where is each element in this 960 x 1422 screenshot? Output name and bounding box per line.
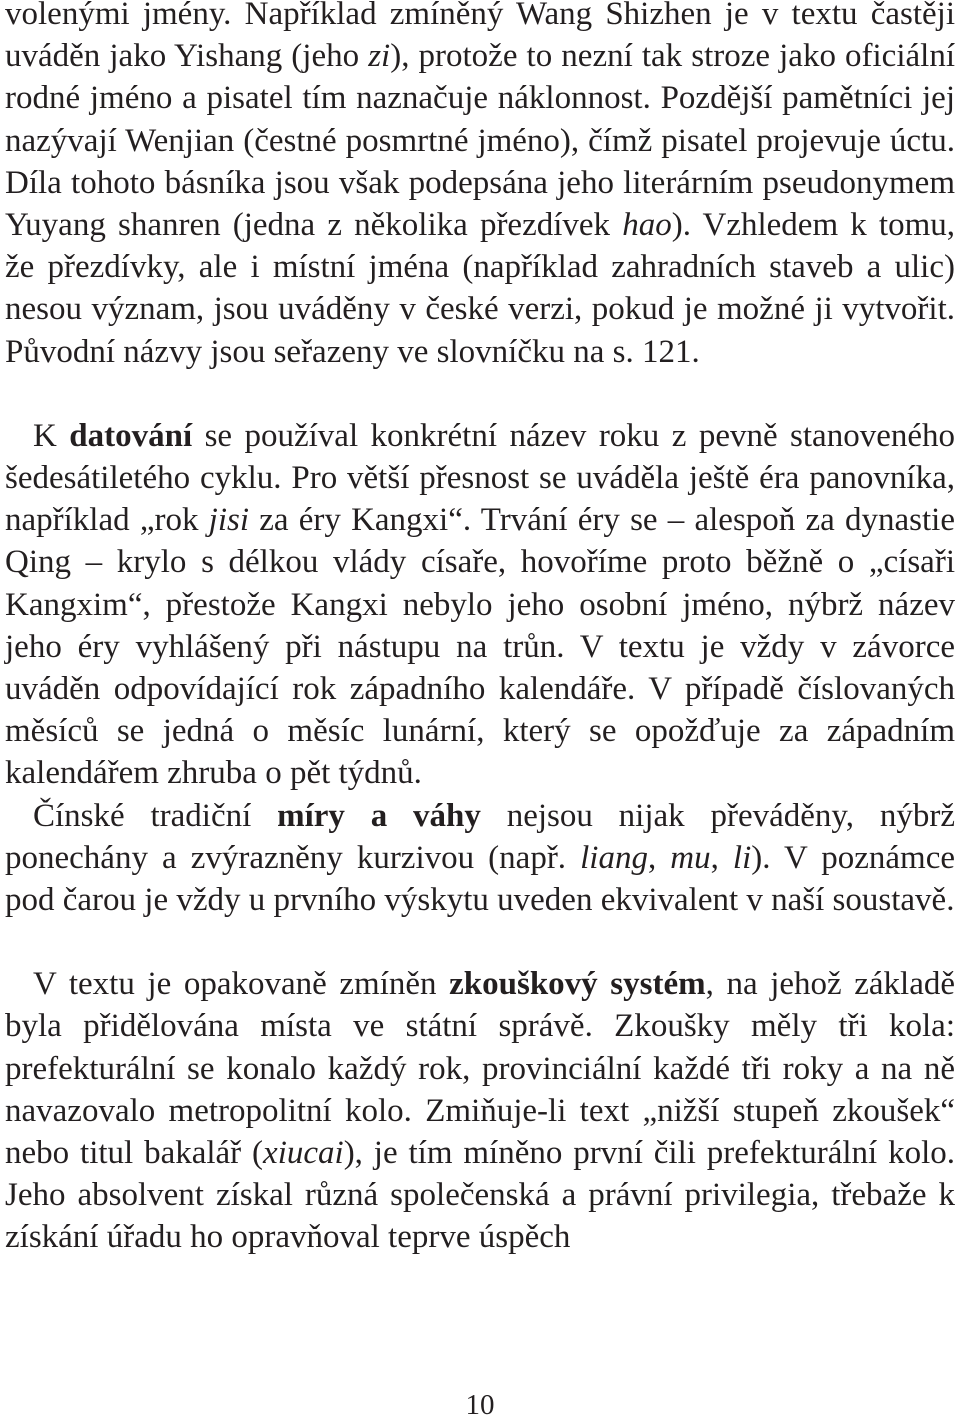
text-run: ). Vzhledem k tomu, že přezdívky, ale i místní jména (například zahradních staveb a ulic) nesou význam, jsou uváděny v české verzi, pokud je možné ji vytvořit. Původní názvy jsou seřazeny ve slovníčku na s. 121. xyxy=(5,207,956,370)
text-run: , na jehož základě byla přidělována místa ve státní správě. Zkoušky měly tři kola: prefekturální se konalo každý rok, provinciální každé tři roky a na ně navazovalo metropolitní kolo. Zmiňuje-li text „nižší stupeň zkoušek“ nebo titul bakalář ( xyxy=(5,966,956,1172)
page-body xyxy=(5,0,955,1259)
text-run-italic: mu xyxy=(670,839,711,876)
text-run: volenými jmény. Například zmíněný Wang Shizhen je v textu častěji uváděn jako Yishang (jeho xyxy=(5,0,955,75)
text-run-bold: zkouškový systém xyxy=(449,966,706,1003)
text-run: V textu je opakovaně zmíněn xyxy=(33,966,450,1003)
text-run: ), protože to nezní tak stroze jako oficiální rodné jméno a pisatel tím naznačuje náklonnost. Pozdější pamětníci jej nazývají Wenjian (čestné posmrtné jméno), čímž pisatel projevuje úctu. Díla tohoto básníka jsou však podepsána jeho literárním pseudonymem Yuyang shanren (jedna z několika přezdívek xyxy=(5,38,955,244)
text-run-bold: datování xyxy=(69,417,193,454)
text-run: K xyxy=(33,417,70,454)
paragraph-measures xyxy=(5,795,955,922)
text-run: Čínské tradiční xyxy=(33,797,278,834)
paragraph-exam-system xyxy=(5,963,955,1258)
text-run: nejsou nijak převáděny, nýbrž ponechány a zvýrazněny kurzivou (např. xyxy=(5,797,955,876)
text-run-italic: liang xyxy=(580,839,648,876)
text-run-italic: li xyxy=(732,839,752,876)
text-run-italic: hao xyxy=(622,207,672,244)
text-run-italic: jisi xyxy=(208,502,250,539)
text-run-italic: zi xyxy=(368,38,391,75)
text-run: se používal konkrétní název roku z pevně stanoveného šedesátiletého cyklu. Pro větší přesnost se uváděla ještě éra panovníka, například „rok xyxy=(5,417,955,539)
text-run: ). V poznámce pod čarou je vždy u prvního výskytu uveden ekvivalent v naší soustavě. xyxy=(5,839,956,919)
text-run: , xyxy=(647,839,671,876)
text-run-bold: míry a váhy xyxy=(277,797,481,834)
text-run: , xyxy=(710,839,733,876)
text-run: za éry Kangxi“. Trvání éry se – alespoň za dynastie Qing – krylo s délkou vlády císaře, hovoříme proto běžně o „císaři Kangxim“, přestože Kangxi nebylo jeho osobní jméno, nýbrž název jeho éry vyhlášený při nástupu na trůn. V textu je vždy v závorce uváděn odpovídající rok západního kalendáře. V případě číslovaných měsíců se jedná o měsíc lunární, který se opožďuje za západním kalendářem zhruba o pět týdnů. xyxy=(5,502,955,792)
text-run: ), je tím míněno první čili prefekturální kolo. Jeho absolvent získal různá společenská a právní privilegia, třebaže k získání úřadu ho opravňoval teprve úspěch xyxy=(5,1135,955,1256)
paragraph-dating xyxy=(5,415,955,795)
paragraph-naming-conventions xyxy=(5,0,955,373)
text-run-italic: xiucai xyxy=(263,1135,344,1172)
page-number: 10 xyxy=(465,1389,495,1421)
